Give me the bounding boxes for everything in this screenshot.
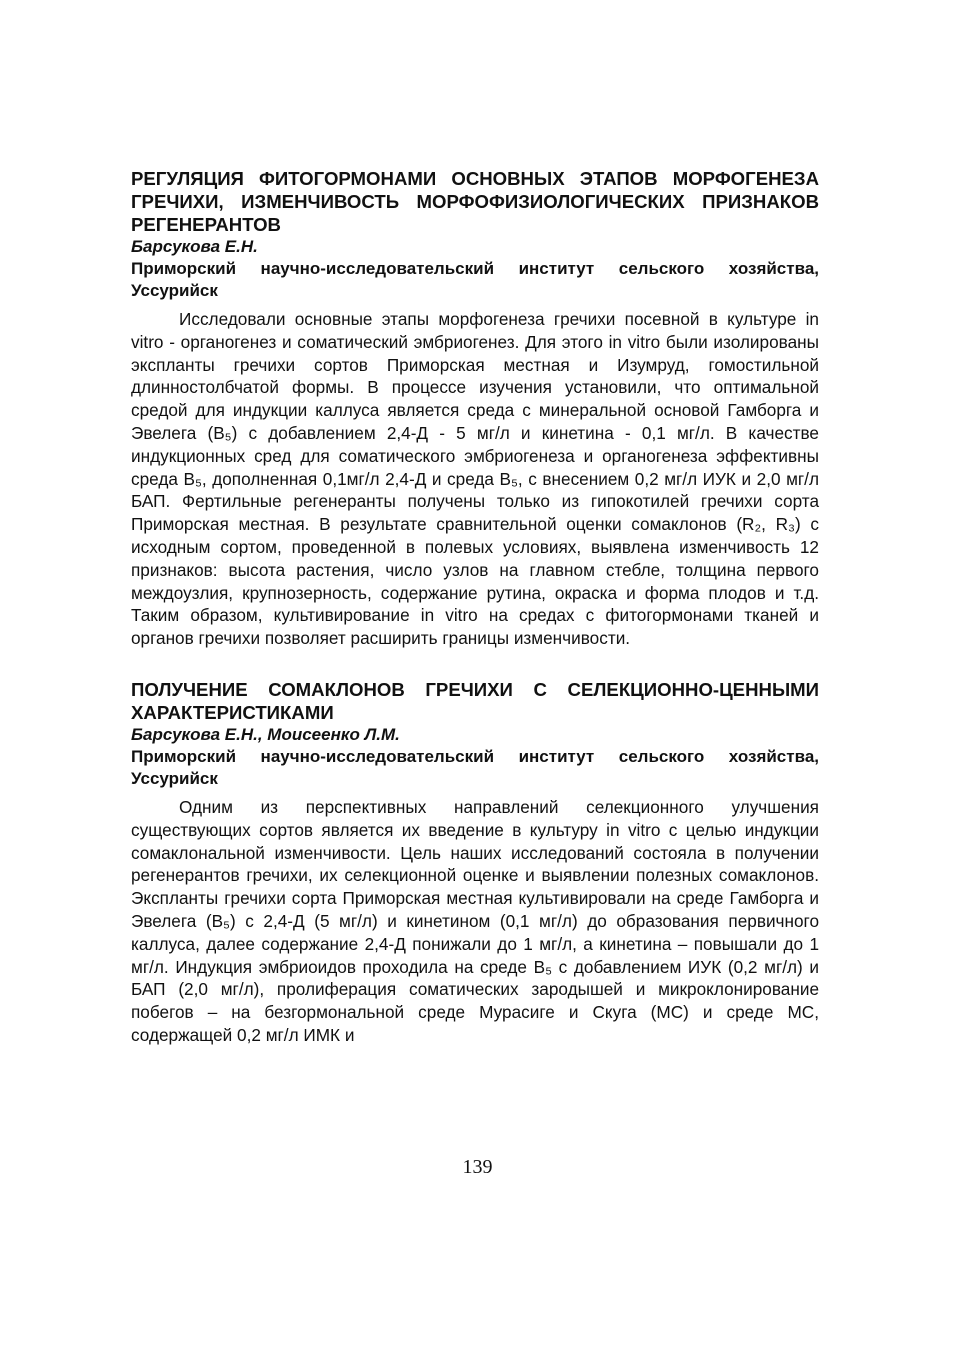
abstract-authors: Барсукова Е.Н. — [131, 237, 258, 256]
abstract-title: ПОЛУЧЕНИЕ СОМАКЛОНОВ ГРЕЧИХИ С СЕЛЕКЦИОННО-ЦЕННЫМИ ХАРАКТЕРИСТИКАМИ — [131, 678, 819, 723]
abstract-body: Одним из перспективных направлений селекционного улучшения существующих сортов является их введение в культуру in vitro с целью индукции сомаклональной изменчивости. Цель наших исследований состояла в получении регенерантов гречихи, их селекционной оценке и выявлении полезных сомаклонов. Экспланты гречихи сорта Приморская местная культивировали на среде Гамборга и Эвелега (B₅) с 2,4-Д (5 мг/л) и кинетином (0,1 мг/л) до образования первичного каллуса, далее содержание 2,4-Д понижали до 1 мг/л, а кинетина – повышали до 1 мг/л. Индукция эмбриоидов проходила на среде B₅ с добавлением ИУК (0,2 мг/л) и БАП (2,0 мг/л), пролиферация соматических зародышей и микроклонирование побегов – на безгормональной среде Мурасиге и Скуга (МС) и среде МС, содержащей 0,2 мг/л ИМК и — [131, 796, 819, 1045]
abstract-title: РЕГУЛЯЦИЯ ФИТОГОРМОНАМИ ОСНОВНЫХ ЭТАПОВ МОРФОГЕНЕЗА ГРЕЧИХИ, ИЗМЕНЧИВОСТЬ МОРФОФИЗИОЛОГИЧЕСКИХ ПРИЗНАКОВ РЕГЕНЕРАНТОВ — [131, 168, 819, 235]
abstract-body: Исследовали основные этапы морфогенеза гречихи посевной в культуре in vitro - органогенез и соматический эмбриогенез. Для этого in vitro были изолированы экспланты гречихи сортов Приморская местная и Изумруд, гомостильной длинностолбчатой формы. В процессе изучения установили, что оптимальной средой для индукции каллуса является среда с минеральной основой Гамборга и Эвелега (B₅) с добавлением 2,4-Д - 5 мг/л и кинетина - 0,1 мг/л. В качестве индукционных сред для соматического эмбриогенеза и органогенеза эффективны среда B₅, дополненная 0,1мг/л 2,4-Д и среда B₅, с внесением 0,2 мг/л ИУК и 2,0 мг/л БАП. Фертильные регенеранты получены только из гипокотилей гречихи сорта Приморская местная. В результате сравнительной оценки сомаклонов (R₂, R₃) с исходным сортом, проведенной в полевых условиях, выявлена изменчивость 12 признаков: высота растения, число узлов на главном стебле, толщина первого междоузлия, крупнозерность, содержание рутина, окраска и форма плодов и т.д. Таким образом, культивирование in vitro на средах с фитогормонами тканей и органов гречихи позволяет расширить границы изменчивости. — [131, 309, 819, 649]
abstract-authors: Барсукова Е.Н., Моисеенко Л.М. — [131, 724, 400, 744]
abstract-2 — [131, 678, 819, 1047]
page-number: 139 — [462, 1156, 493, 1178]
abstract-affiliation: Приморский научно-исследовательский институт сельского хозяйства, Уссурийск — [131, 259, 819, 300]
page-content — [131, 167, 819, 1047]
abstract-affiliation: Приморский научно-исследовательский институт сельского хозяйства, Уссурийск — [131, 746, 819, 788]
abstract-1 — [131, 167, 819, 650]
